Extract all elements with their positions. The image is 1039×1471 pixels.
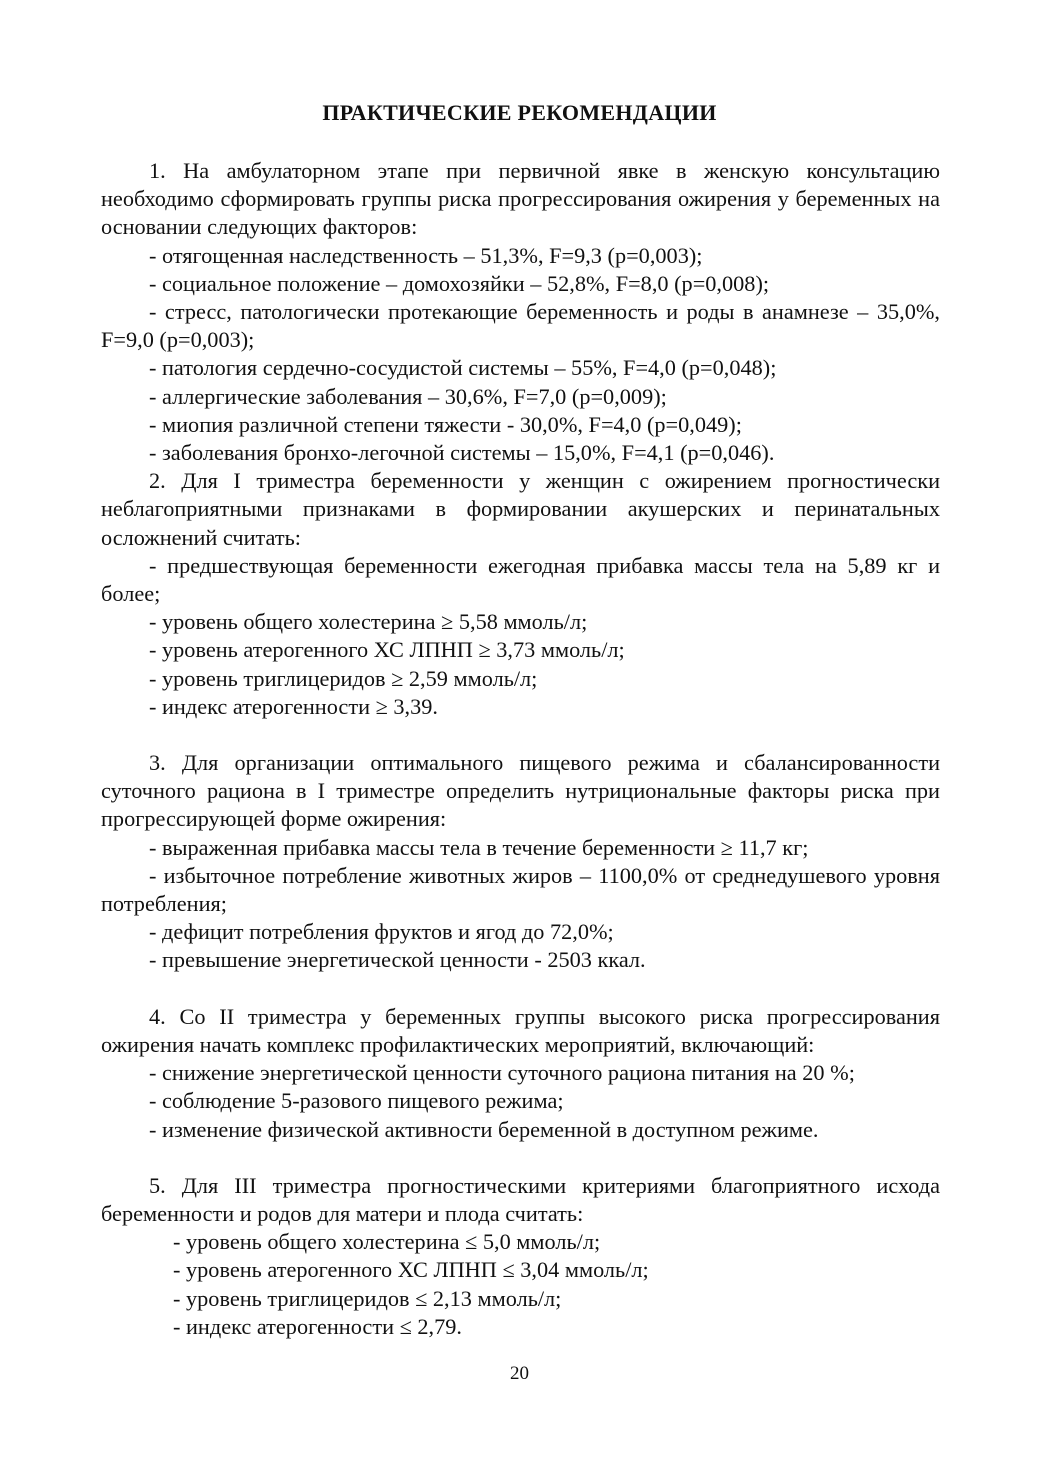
list-item: - уровень общего холестерина ≥ 5,58 ммоль/л; [149, 609, 588, 635]
section-4-paragraph: 4. Со II триместра у беременных группы высокого риска прогрессирования ожирения начать комплекс профилактических мероприятий, включающий: [101, 1003, 940, 1057]
list-item: - уровень триглицеридов ≥ 2,59 ммоль/л; [149, 665, 538, 691]
section-spacer [101, 975, 940, 1003]
section-spacer [101, 1144, 940, 1172]
recommendation-section-4 [101, 1003, 940, 1144]
list-item: - снижение энергетической ценности суточного рациона питания на 20 %; [149, 1060, 855, 1086]
list-item: - индекс атерогенности ≥ 3,39. [149, 693, 438, 719]
list-item: - отягощенная наследственность – 51,3%, F=9,3 (p=0,003); [149, 242, 703, 268]
recommendation-section-3 [101, 749, 940, 975]
list-item: - уровень общего холестерина ≤ 5,0 ммоль/л; [173, 1229, 601, 1255]
recommendation-section-1 [101, 157, 940, 467]
recommendation-section-2 [101, 467, 940, 721]
section-3-paragraph: 3. Для организации оптимального пищевого режима и сбалансированности суточного рациона в I триместре определить нутрициональные факторы риска при прогрессирующей форме ожирения: [101, 750, 940, 832]
section-spacer [101, 721, 940, 749]
list-item: - аллергические заболевания – 30,6%, F=7,0 (p=0,009); [149, 383, 667, 409]
list-item: - соблюдение 5-разового пищевого режима; [149, 1088, 564, 1114]
page-number: 20 [510, 1363, 529, 1384]
list-item: - уровень атерогенного ХС ЛПНП ≤ 3,04 ммоль/л; [173, 1257, 649, 1283]
list-item: - уровень триглицеридов ≤ 2,13 ммоль/л; [173, 1285, 562, 1311]
list-item: - превышение энергетической ценности - 2503 ккал. [149, 947, 646, 973]
list-item: - индекс атерогенности ≤ 2,79. [173, 1313, 462, 1339]
list-item: - миопия различной степени тяжести - 30,0%, F=4,0 (p=0,049); [149, 411, 742, 437]
recommendation-section-5 [101, 1172, 940, 1341]
list-item: - выраженная прибавка массы тела в течение беременности ≥ 11,7 кг; [149, 834, 809, 860]
list-item: - дефицит потребления фруктов и ягод до 72,0%; [149, 919, 614, 945]
list-item: - изменение физической активности беременной в доступном режиме. [149, 1116, 819, 1142]
section-1-paragraph: 1. На амбулаторном этапе при первичной явке в женскую консультацию необходимо сформировать группы риска прогрессирования ожирения у беременных на основании следующих факторов: [101, 158, 940, 240]
list-item: - уровень атерогенного ХС ЛПНП ≥ 3,73 ммоль/л; [149, 637, 625, 663]
page-title: ПРАКТИЧЕСКИЕ РЕКОМЕНДАЦИИ [322, 100, 717, 125]
section-2-paragraph: 2. Для I триместра беременности у женщин с ожирением прогностически неблагоприятными признаками в формировании акушерских и перинатальных осложнений считать: [101, 468, 940, 550]
list-item: - избыточное потребление животных жиров – 1100,0% от среднедушевого уровня потребления; [101, 862, 940, 917]
list-item: - заболевания бронхо-легочной системы – 15,0%, F=4,1 (p=0,046). [149, 440, 775, 466]
list-item: - социальное положение – домохозяйки – 52,8%, F=8,0 (p=0,008); [149, 270, 770, 296]
section-5-paragraph: 5. Для III триместра прогностическими критериями благоприятного исхода беременности и родов для матери и плода считать: [101, 1172, 940, 1226]
list-item: - предшествующая беременности ежегодная прибавка массы тела на 5,89 кг и более; [101, 552, 940, 607]
list-item: - стресс, патологически протекающие беременность и роды в анамнезе – 35,0%, F=9,0 (p=0,003); [101, 299, 940, 353]
document-body [101, 157, 940, 1341]
list-item: - патология сердечно-сосудистой системы – 55%, F=4,0 (p=0,048); [149, 355, 777, 381]
